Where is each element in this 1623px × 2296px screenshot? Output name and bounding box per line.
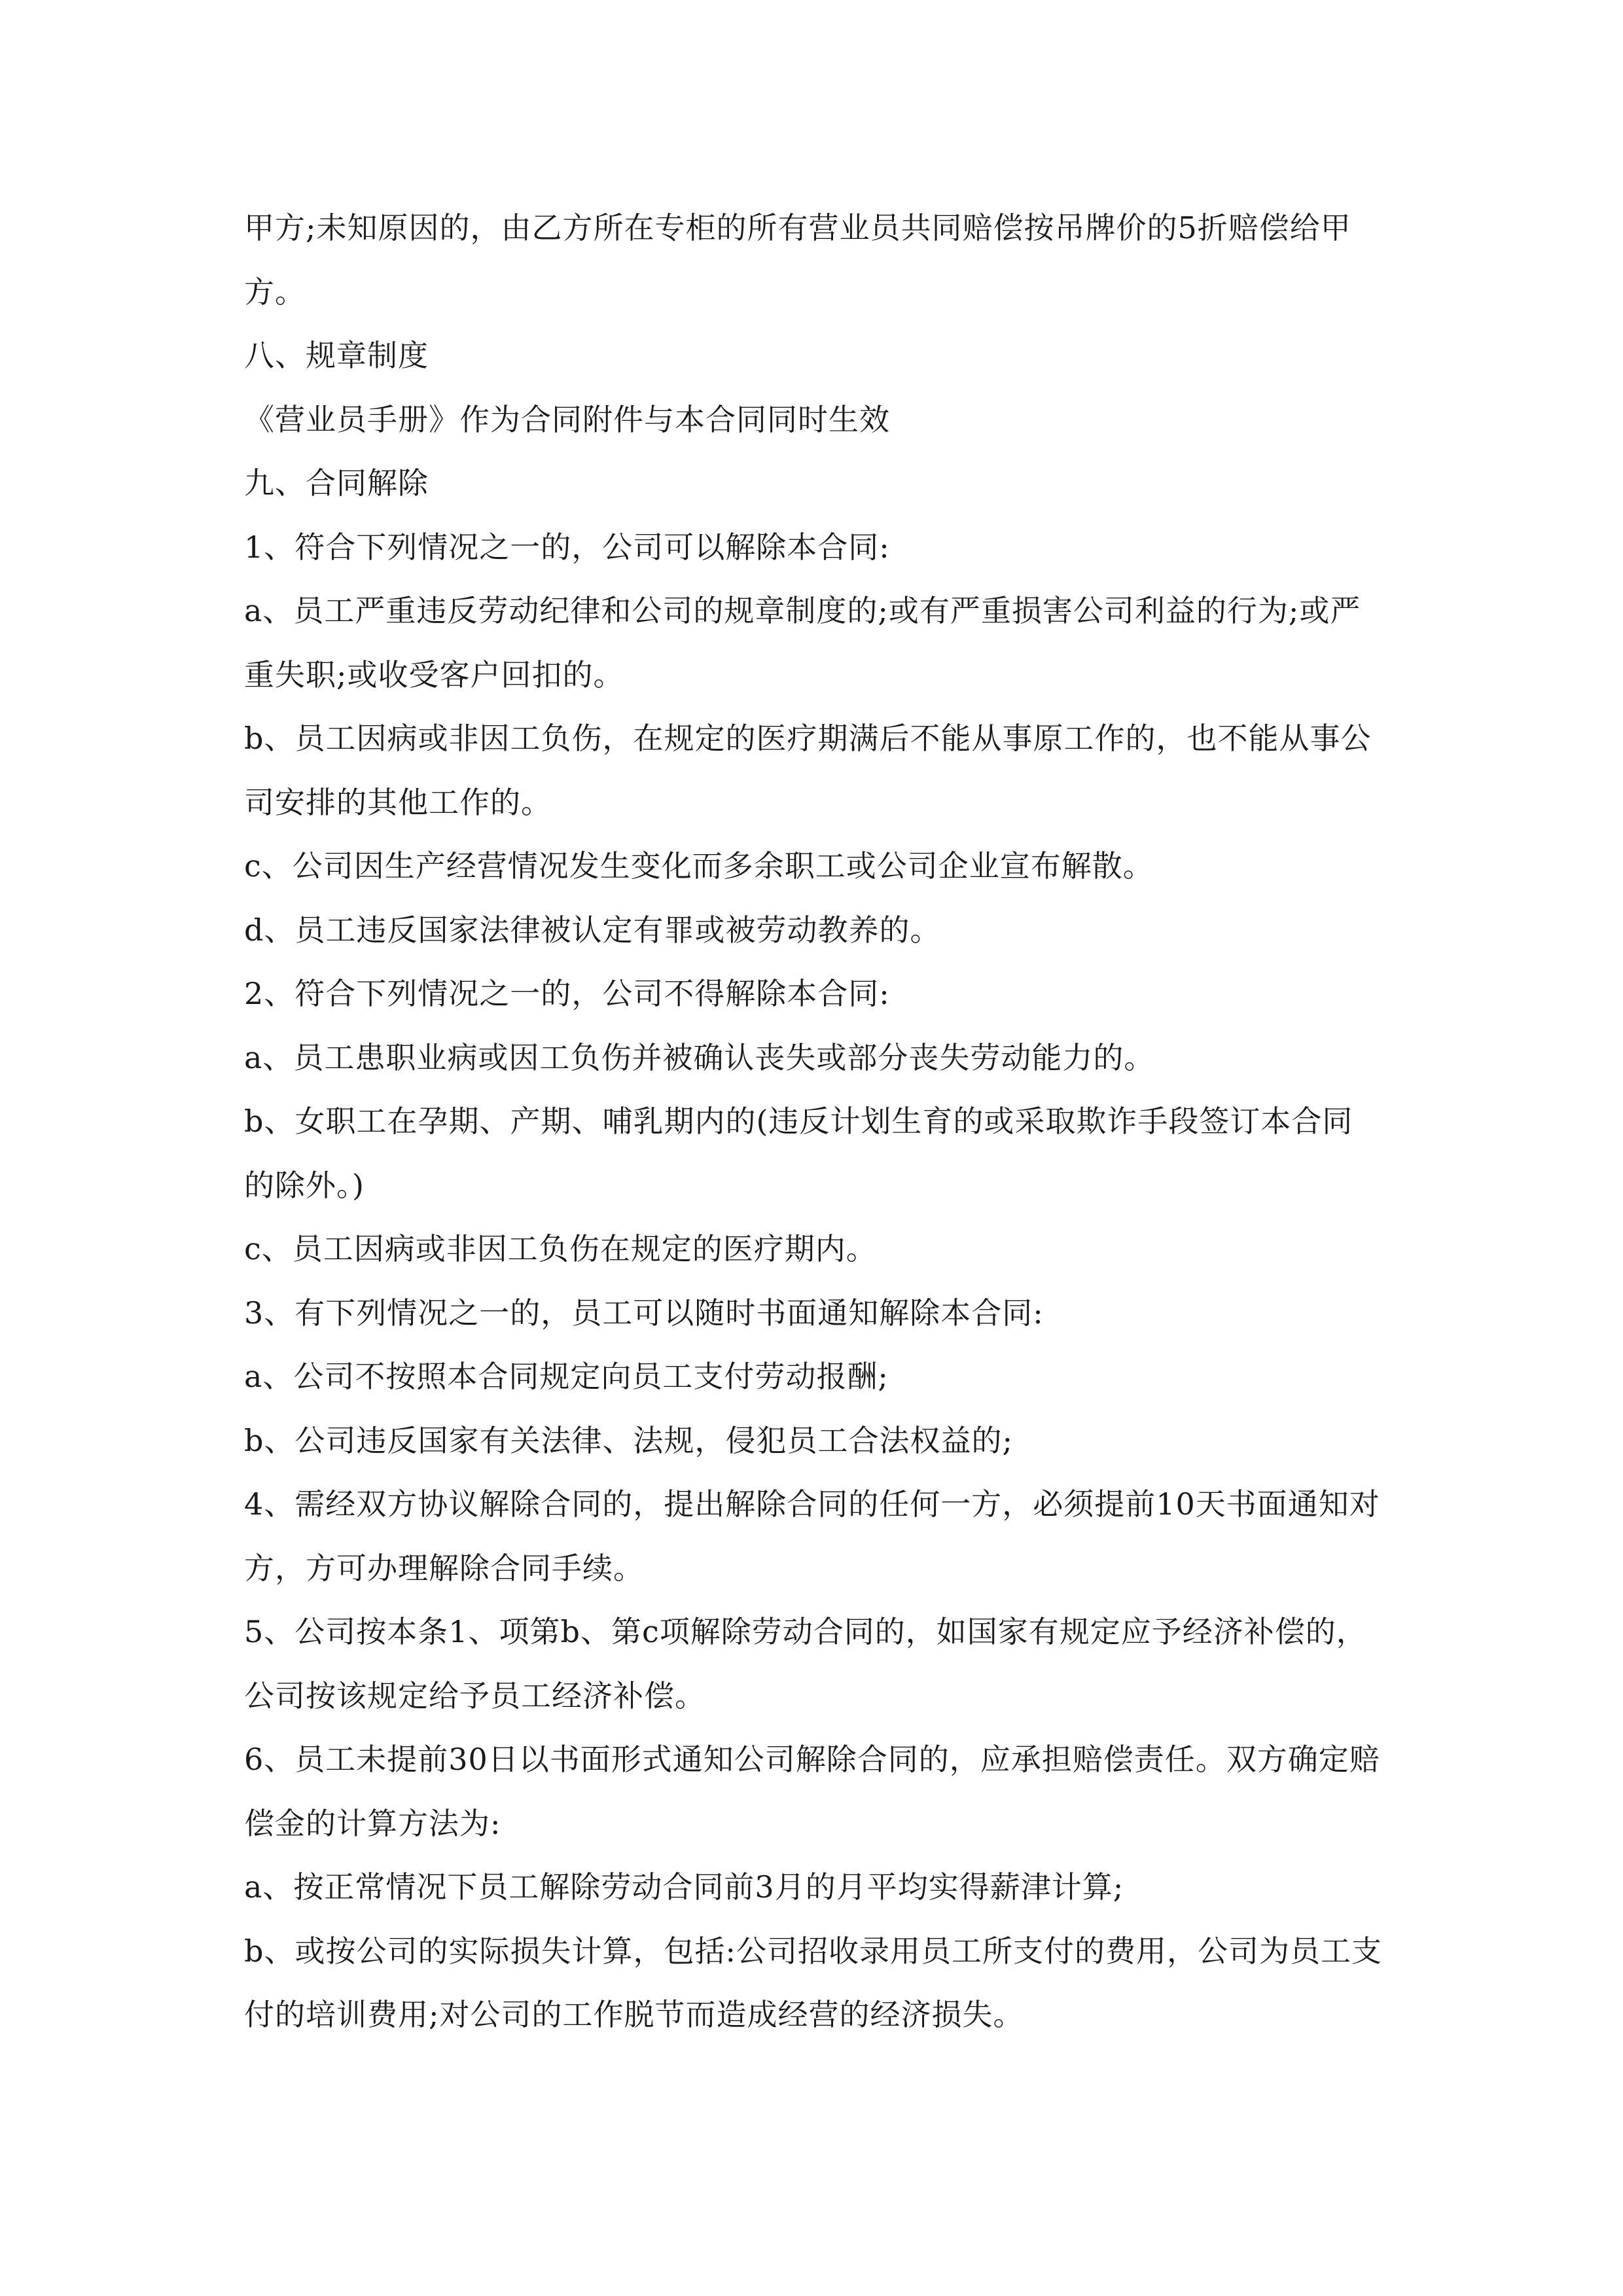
clause-3b: b、公司违反国家有关法律、法规，侵犯员工合法权益的;	[244, 1422, 1013, 1458]
clause-1a: a、员工严重违反劳动纪律和公司的规章制度的;或有严重损害公司利益的行为;或严重失职;或收受客户回扣的。	[244, 593, 1361, 692]
clause-2a: a、员工患职业病或因工负伤并被确认丧失或部分丧失劳动能力的。	[244, 1039, 1155, 1075]
paragraph-compensation-end: 甲方;未知原因的，由乙方所在专柜的所有营业员共同赔偿按吊牌价的5折赔偿给甲方。	[244, 210, 1351, 310]
clause-6b: b、或按公司的实际损失计算，包括:公司招收录用员工所支付的费用，公司为员工支付的培训费用;对公司的工作脱节而造成经营的经济损失。	[244, 1933, 1382, 2032]
clause-1c: c、公司因生产经营情况发生变化而多余职工或公司企业宣布解散。	[244, 848, 1154, 884]
section-heading-rules: 八、规章制度	[244, 338, 429, 373]
clause-3a: a、公司不按照本合同规定向员工支付劳动报酬;	[244, 1359, 889, 1394]
clause-5: 5、公司按本条1、项第b、第c项解除劳动合同的，如国家有规定应予经济补偿的，公司按该规定给予员工经济补偿。	[244, 1614, 1367, 1713]
clause-2b: b、女职工在孕期、产期、哺乳期内的(违反计划生育的或采取欺诈手段签订本合同的除外。)	[244, 1103, 1353, 1203]
clause-6: 6、员工未提前30日以书面形式通知公司解除合同的，应承担赔偿责任。双方确定赔偿金的计算方法为:	[244, 1742, 1380, 1841]
clause-4: 4、需经双方协议解除合同的，提出解除合同的任何一方，必须提前10天书面通知对方，方可办理解除合同手续。	[244, 1486, 1380, 1586]
document-body	[244, 196, 1383, 2047]
clause-2c: c、员工因病或非因工负伤在规定的医疗期内。	[244, 1231, 877, 1266]
paragraph-handbook: 《营业员手册》作为合同附件与本合同同时生效	[244, 401, 890, 437]
clause-3: 3、有下列情况之一的，员工可以随时书面通知解除本合同:	[244, 1295, 1044, 1331]
clause-1b: b、员工因病或非因工负伤，在规定的医疗期满后不能从事原工作的，也不能从事公司安排的其他工作的。	[244, 721, 1372, 820]
clause-6a: a、按正常情况下员工解除劳动合同前3月的月平均实得薪津计算;	[244, 1869, 1124, 1905]
clause-1d: d、员工违反国家法律被认定有罪或被劳动教养的。	[244, 912, 941, 948]
clause-1: 1、符合下列情况之一的，公司可以解除本合同:	[244, 529, 890, 565]
clause-2: 2、符合下列情况之一的，公司不得解除本合同:	[244, 976, 890, 1011]
section-heading-termination: 九、合同解除	[244, 465, 429, 501]
